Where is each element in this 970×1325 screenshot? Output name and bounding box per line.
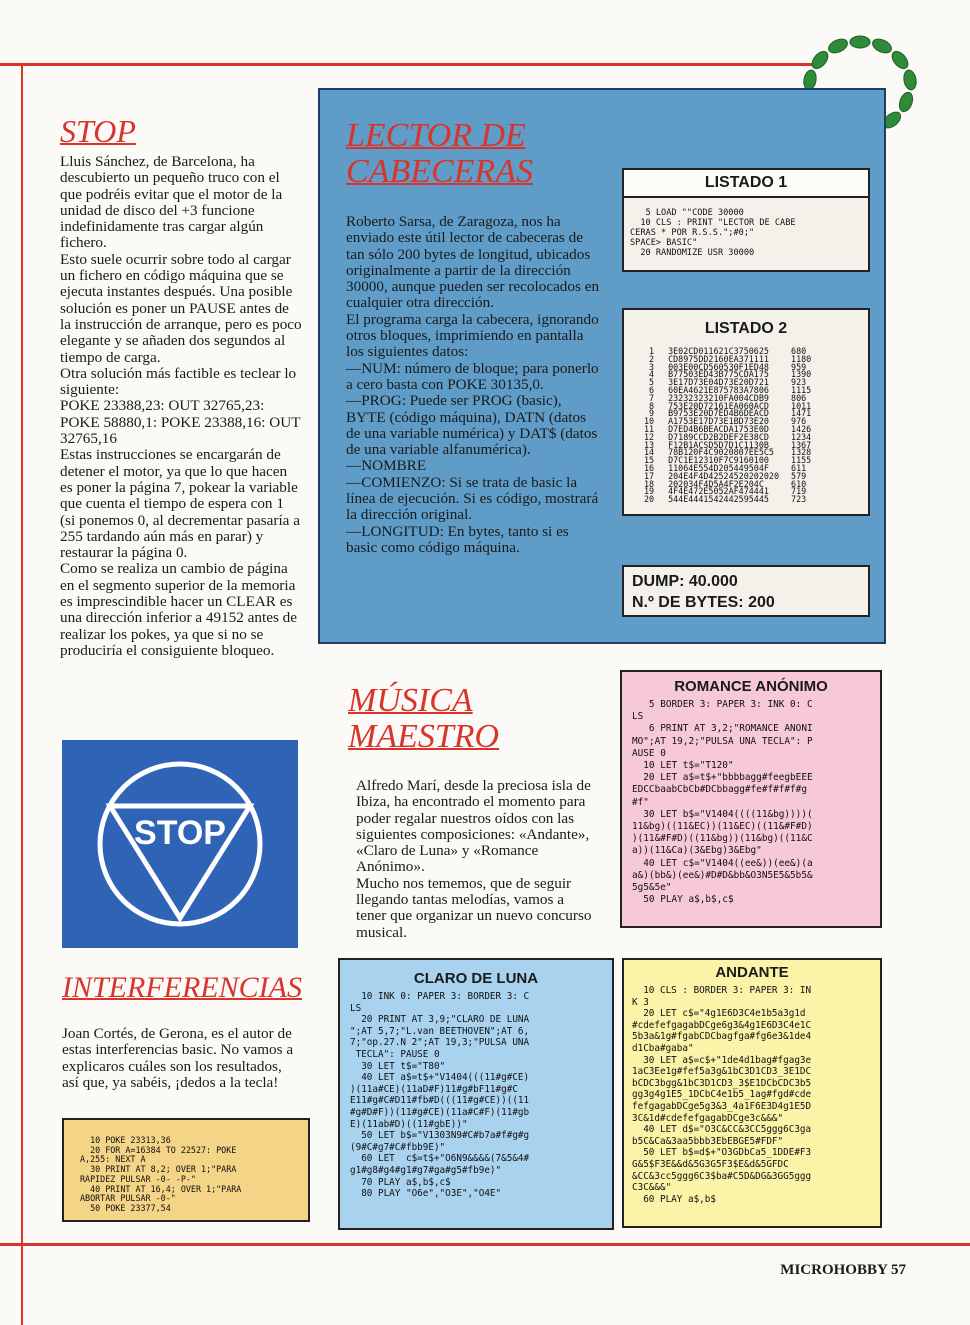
checksum: 1155 [791,455,812,466]
left-rule [21,63,23,1325]
stop-sign-text: STOP [134,814,226,852]
interferencias-text: Joan Cortés, de Gerona, es el autor de estas interferencias basic. No vamos a explicaros cuáles son los resultados, así que, ya sabéis, ¡dedos a la tecla! [62,1025,294,1091]
page-number: 57 [891,1262,906,1278]
andante-code: 10 CLS : BORDER 3: PAPER 3: IN K 3 20 LET c$="4g1E6D3C4e1b5a3g1d #cdefefgagabDCge6g3&4g1E6D3C4e1C 5b3a&1g#fgabCDCbagfga#fg6e3&1de4 d1Cba#gaba" 30 LET a$=c$+"1de4d1bag#fgag3e 1aC3Ee1g#fef5a3g&1bC3D1CD3_3E1DC bCDC3bgg&1bC3D1CD3_3$E1DCbCDC3b5 gg3g4g1E5_1DCbC4e1b5_1ag#fgd#cde fefgagabDCge5g3&3_4a1F6E3D4g1E5D 3C&1d#cdefefgagabDCge3c&&&" 40 LET d$="O3C&CC&3CC5ggg6C3ga b5C&Ca&3aa5bbb3EbEBGE5#FDF" 50 LET b$=d$+"O3GDbCa5_1DDE#F3 G&5$F3E&&d&5G3G5F3$E&d&5GFDC &CC&3cc5ggg6C3$ba#C5D&DG&3GG5ggg C3C&&&" 60 PLAY a$,b$ [632,985,812,1205]
listado1-title: LISTADO 1 [622,168,870,198]
hex-data: 60EA4621E875783A7806 [668,384,769,395]
line-number: 5 [649,377,655,388]
listado2-title: LISTADO 2 [704,320,788,337]
footer [780,1262,906,1279]
line-number: 8 [649,400,655,411]
line-number: 1 [649,346,655,356]
interferencias-body [62,1026,300,1091]
checksum: 959 [791,361,807,372]
romance-box [620,670,882,928]
listado2-table [644,348,811,504]
stop-sign [62,740,298,948]
stop-text: Lluis Sánchez, de Barcelona, ha descubierto un pequeño truco con el que podréis evitar que el motor de la unidad de disco del +3 funcione indefinidamente tras cargar algún fichero. Esto suele ocurrir sobre todo al cargar un fichero en código máquina que se ejecuta instantes después. Una posible solución es poner un PAUSE antes de la instrucción de arranque, pero es poco elegante y se añaden dos segundos al tiempo de carga. Otra solución más factible es teclear lo siguiente: POKE 23388,23: OUT 32765,23: POKE 58880,1: POKE 23388,16: OUT 32765,16 Estas instrucciones se encargarán de detener el motor, ya que lo que hacen es poner la página 7, pokear la variable que cuenta el tiempo de espera con 1 (si ponemos 0, al decrementar pasaría a 255 tardando aún más en parar) y restaurar la página 0. Como se realiza un cambio de página en el segmento superior de la memoria es imprescindible hacer un CLEAR es una dirección inferior a 49152 antes de realizar los pokes, ya que si no se produciría el consiguiente bloqueo. [60,153,302,659]
line-number: 17 [644,470,655,481]
line-number: 15 [644,455,655,466]
hex-data: 3E02CD011621C3750625 [668,346,769,356]
musica-title-line1: MÚSICA [348,682,473,719]
musica-title-line2: MAESTRO [348,717,500,755]
listado2-box [622,308,870,516]
interferencias-code: 10 POKE 23313,36 20 FOR A=16384 TO 22527: POKE A,255: NEXT A 30 PRINT AT 8,2; OVER 1;"PARA RAPIDEZ PULSAR -0- -P-" 40 PRINT AT 16,4; OVER 1;"PARA ABORTAR PULSAR -0-" 50 POKE 23377,54 [80,1135,242,1213]
hex-data: A1753E17D73E1BD73E20 [668,416,769,427]
lector-title-line2: CABECERAS [346,152,533,190]
claro-code: 10 INK 0: PAPER 3: BORDER 3: C LS 20 PRINT AT 3,9;"CLARO DE LUNA ";AT 5,7;"L.van BEETHOVEN";AT 6, 7;"op.27.N 2";AT 19,3;"PULSA UNA TECLA": PAUSE 0 30 LET t$="T80" 40 LET a$=t$+"V1404(((11#g#CE) )(11a#CE)(11aD#F)11#g#bF11#g#C E11#g#C#D11#fb#D(((11#g#CE))((11 #g#D#F))(11#g#CE)(11a#C#F)(11#gb E)(11ab#D)((11#gbE))" 50 LET b$="V1303N9#C#b7a#f#g#g (9#C#g7#C#fbb9E)" 60 LET c$=t$+"O6N9&&&&(7&5&4# g1#g8#g4#g1#g7#ga#g5#fb9e)" 70 PLAY a$,b$,c$ 80 PLAY "O6e","O3E","O4E" [350,991,530,1200]
musica-title [348,683,499,754]
checksum: 1234 [791,431,812,442]
hex-data: B77503ED43B775CDA175 [668,369,769,380]
checksum: 1011 [791,400,812,411]
claro-title: CLARO DE LUNA [413,970,539,987]
line-number: 10 [644,416,655,427]
romance-title: ROMANCE ANÓNIMO [674,678,828,695]
checksum: 1328 [791,447,812,458]
checksum: 923 [791,377,807,388]
checksum: 611 [791,462,807,473]
hex-data: D7C1E12310F7C9160100 [668,455,769,466]
line-number: 11 [644,423,655,434]
listado1-box [622,168,870,272]
lector-text: Roberto Sarsa, de Zaragoza, nos ha enviado este útil lector de cabeceras de tan sólo 200 bytes de longitud, ubicados originalmente a partir de la dirección 30000, aunque pueden ser recolocados en cualquier otra dirección. El programa carga la cabecera, ignorando otros bloques, imprimiendo en pantalla los siguientes datos: —NUM: número de bloque; para ponerlo a cero basta con POKE 30135,0. —PROG: Puede ser PROG (basic), BYTE (código máquina), DATN (datos de una variable numérica) y DAT$ (datos de una variable alfanumérica). —NOMBRE —COMIENZO: Si se trata de basic la línea de ejecución. Si es código, mostrará la dirección original. —LONGITUD: En bytes, tanto si es basic como código máquina. [346,213,600,556]
stop-body [60,154,302,659]
andante-box [622,958,882,1228]
left-tick [0,63,22,66]
hex-data: CD8975DD2160EA371111 [668,353,769,364]
romance-code: 5 BORDER 3: PAPER 3: INK 0: C LS 6 PRINT AT 3,2;"ROMANCE ANONI MO";AT 19,2;"PULSA UNA TECLA": P AUSE 0 10 LET t$="T120" 20 LET a$=t$+"bbbbagg#feegbEEE EDCCbaabCbCb#DCbbagg#fe#f#f#f#g #f" 30 LET b$="V1404((((11&bg))))( 11&bg)((11&EC))(11&EC)((11&#F#D) )(11&#F#D)((11&bg))(11&bg)((11&C a))(11&Ca)(3&Ebg)3&Ebg" 40 LET c$="V1404((ee&))(ee&)(a a&)(bb&)(ee&)#D#D&bb&O3N5E5&5b5& 5g5&5e" 50 PLAY a$,b$,c$ [632,699,813,906]
checksum: 806 [791,392,807,403]
checksum: 1426 [791,423,812,434]
top-rule [22,63,812,66]
andante-title: ANDANTE [715,964,789,981]
checksum: 579 [791,470,807,481]
hex-data: 202034F4D5A4F2E204C [668,478,764,489]
checksum: 680 [791,346,807,356]
checksum: 1390 [791,369,812,380]
line-number: 13 [644,439,655,450]
stop-title: STOP [60,113,136,149]
line-number: 2 [649,353,655,364]
line-number: 18 [644,478,655,489]
dump-value: DUMP: 40.000 [632,573,738,590]
hex-data: 3E17D73E04D73E20D721 [668,377,769,388]
lector-title [346,118,533,189]
hex-data: 11064E554D205449504F [668,462,769,473]
hex-data: 753E20D72161EA060ACD [668,400,769,411]
line-number: 4 [649,369,655,380]
line-number: 16 [644,462,655,473]
interferencias-title: INTERFERENCIAS [62,971,302,1004]
listado2-row [644,496,811,504]
hex-data: F12B1ACSD5D7D1C1130B [668,439,769,450]
line-number: 3 [649,361,655,372]
hex-data: 003E00CD560530F1ED48 [668,361,769,372]
line-number: 7 [649,392,655,403]
checksum: 976 [791,416,807,427]
hex-data: 544E4441542442595445 [668,494,769,505]
hex-data: B9753E20D7ED4B6DEACD [668,408,769,419]
checksum: 610 [791,478,807,489]
line-number: 19 [644,486,655,497]
listado1-code: 5 LOAD ""CODE 30000 10 CLS : PRINT "LECTOR DE CABE CERAS * POR R.S.S.";#0;" SPACE> BASIC" 20 RANDOMIZE USR 30000 [630,208,796,258]
line-number: 20 [644,494,655,505]
checksum: 1367 [791,439,812,450]
checksum: 1471 [791,408,812,419]
line-number: 9 [649,408,655,419]
magazine-name: MICROHOBBY [780,1262,888,1278]
bytes-value: N.º DE BYTES: 200 [632,594,775,611]
bottom-rule [0,1243,970,1246]
dump-box [622,565,870,617]
checksum: 719 [791,486,807,497]
line-number: 6 [649,384,655,395]
line-number: 14 [644,447,655,458]
hex-data: 204E4F4D42524520202020 [668,470,780,481]
musica-body [356,778,598,941]
line-number: 12 [644,431,655,442]
claro-box [338,958,614,1230]
hex-data: 23232323210FA004CDB9 [668,392,769,403]
checksum: 1180 [791,353,812,364]
hex-data: 78B120F4C9020807EE5C5 [668,447,774,458]
hex-data: D7ED4B6BEACDA1753E0D [668,423,769,434]
hex-data: 4F4E472E5052AF474441 [668,486,769,497]
musica-text: Alfredo Marí, desde la preciosa isla de Ibiza, ha encontrado el momento para poder regalar nuestros oídos con las siguientes composiciones: «Andante», «Claro de Luna» y «Romance Anónimo». Mucho nos tememos, que de seguir llegando tantas melodías, vamos a tener que organizar un nuevo concurso musical. [356,777,592,941]
checksum: 723 [791,494,807,505]
lector-body [346,214,602,556]
interferencias-box [62,1118,310,1222]
lector-title-line1: LECTOR DE [346,117,526,154]
hex-data: D7189CCD2B2DEF2E38CD [668,431,769,442]
checksum: 1115 [791,384,812,395]
